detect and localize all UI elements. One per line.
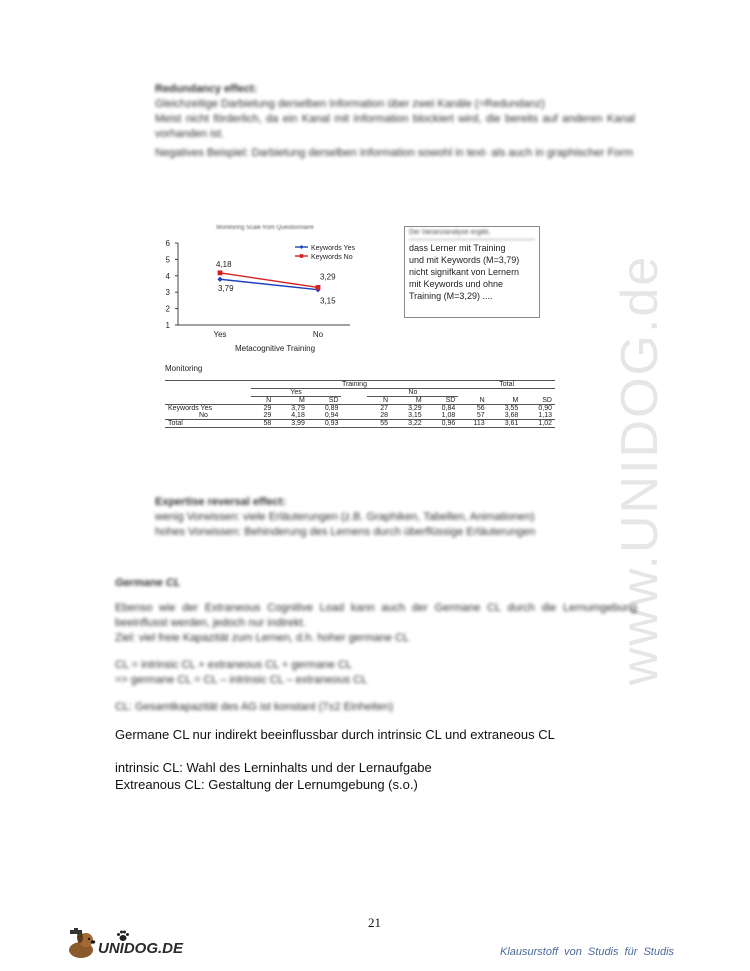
col-n: N — [383, 397, 389, 404]
stats-table-wrap — [165, 380, 555, 428]
header-yes: Yes — [251, 389, 342, 397]
table-cell: 4,18 — [291, 412, 305, 419]
germane-title: Germane CL — [115, 577, 181, 589]
redundancy-line3: Negatives Beispiel: Darbietung derselben Information sowohl in text- als auch in graphischer Form — [155, 147, 634, 159]
expertise-line1: wenig Vorwissen: viele Erläuterungen (z.B. Graphiken, Tabellen, Animationen) — [155, 511, 535, 523]
row-label: No — [199, 412, 208, 419]
table-cell: 1,02 — [538, 420, 552, 427]
table-cell: 3,61 — [504, 420, 519, 427]
table-cell: 0,96 — [441, 420, 456, 427]
chart-legend — [295, 245, 355, 261]
table-cell: 3,55 — [504, 405, 519, 412]
chart-x-axis-label: Metacognitive Training — [234, 344, 316, 353]
col-m: M — [415, 397, 422, 404]
germane-line2: Ziel: viel freie Kapazität zum Lernen, d.h. hoher germane CL — [115, 632, 410, 644]
callout-line0: Die Varianzanalyse ergibt, — [409, 227, 535, 240]
watermark-text: www.UNIDOG.de — [611, 254, 669, 686]
col-n: N — [479, 396, 485, 404]
monitoring-line-chart — [160, 215, 400, 355]
data-point — [218, 270, 223, 275]
x-tick-label: No — [312, 330, 324, 339]
y-tick-label: 4 — [165, 271, 170, 281]
header-no: No — [367, 389, 458, 397]
table-cell: 55 — [380, 420, 389, 427]
table-cell: 28 — [380, 412, 389, 419]
header-total: Total — [458, 381, 555, 389]
table-cell: 56 — [476, 405, 485, 412]
clear-line3: Extreanous CL: Gestaltung der Lernumgebung (s.o.) — [115, 777, 418, 792]
table-cell: 1,08 — [441, 412, 456, 419]
chart-series — [216, 260, 336, 306]
table-cell: 0,90 — [538, 405, 552, 412]
clear-line2: intrinsic CL: Wahl des Lerninhalts und der Lernaufgabe — [115, 760, 432, 775]
table-row — [165, 405, 555, 413]
col-sd: SD — [445, 397, 456, 404]
col-sd: SD — [328, 397, 339, 404]
table-header-row-2 — [165, 389, 555, 397]
col-m: M — [512, 396, 519, 404]
data-point — [217, 277, 222, 282]
y-tick-label: 1 — [165, 321, 170, 330]
legend-marker — [300, 245, 304, 249]
table-row — [165, 412, 555, 420]
row-label: Keywords Yes — [168, 405, 212, 412]
table-row — [165, 420, 555, 428]
callout-line2: und mit Keywords (M=3,79) — [409, 255, 520, 265]
y-tick-label: 2 — [165, 304, 170, 314]
germane-line3: CL = intrinsic CL + extraneous CL + germane CL — [115, 659, 352, 671]
callout-line1: dass Lerner mit Training — [409, 243, 506, 253]
table-cell: 0,84 — [441, 405, 456, 412]
table-cell: 58 — [263, 420, 272, 427]
redundancy-line1: Gleichzeitige Darbietung derselben Information über zwei Kanäle (=Redundanz) — [155, 98, 545, 110]
callout-line5: Training (M=3,29) .... — [409, 291, 493, 301]
table-cell: 29 — [263, 405, 272, 412]
callout-box — [404, 226, 540, 318]
legend-label: Keywords Yes — [311, 245, 355, 252]
data-label: 3,29 — [320, 272, 336, 282]
table-cell: 57 — [476, 412, 485, 419]
data-label: 3,79 — [218, 284, 234, 294]
y-tick-label: 3 — [165, 288, 170, 298]
table-header-row-3 — [165, 397, 555, 405]
stats-table — [165, 380, 555, 428]
table-cell: 3,68 — [504, 412, 519, 419]
table-cell: 3,79 — [291, 405, 305, 412]
col-sd: SD — [542, 396, 552, 404]
table-cell: 3,99 — [291, 420, 305, 427]
redundancy-line2: Meist nicht förderlich, da ein Kanal mit Information blockiert wird, die bereits auf anderen Kanal vorhanden ist. — [155, 113, 635, 140]
table-cell: 3,29 — [408, 405, 422, 412]
redundancy-title: Redundancy effect: — [155, 83, 258, 95]
logo-text: UNIDOG.DE — [98, 940, 184, 957]
expertise-title: Expertise reversal effect: — [155, 496, 286, 508]
germane-section — [115, 576, 637, 715]
footer-tagline: Klausurstoff von Studis für Studis — [500, 946, 675, 958]
germane-line4: => germane CL = CL – intrinsic CL – extraneous CL — [115, 674, 368, 686]
germane-line1: Ebenso wie der Extraneous Cognitive Load kann auch der Germane CL durch die Lernumgebung beeinflusst werden, jedoch nur indirekt. — [115, 602, 637, 629]
redundancy-section — [155, 82, 635, 161]
callout-line3: nicht signifkant von Lernern — [409, 267, 520, 277]
table-cell: 0,93 — [324, 420, 339, 427]
row-label: Total — [168, 420, 183, 427]
y-tick-label: 6 — [165, 239, 170, 248]
dog-icon — [64, 928, 98, 960]
chart-title: Monitoring Scale from Questionnaire — [216, 225, 314, 231]
expertise-section — [155, 495, 635, 540]
table-cell: 3,15 — [408, 412, 422, 419]
data-point — [316, 285, 321, 290]
table-cell: 113 — [473, 420, 485, 427]
table-caption: Monitoring — [165, 364, 203, 373]
y-tick-label: 5 — [165, 255, 170, 265]
header-training: Training — [251, 381, 459, 389]
table-cell: 3,22 — [408, 420, 422, 427]
table-header-row-1 — [165, 381, 555, 389]
legend-marker — [300, 254, 304, 258]
table-cell: 1,13 — [538, 412, 552, 419]
page-number: 21 — [368, 915, 381, 930]
expertise-line2: hohes Vorwissen: Behinderung des Lernens durch überflüssige Erläuterungen — [155, 526, 536, 538]
clear-line1: Germane CL nur indirekt beeinflussbar durch intrinsic CL und extraneous CL — [115, 727, 555, 742]
data-label: 3,15 — [320, 296, 336, 306]
table-cell: 0,94 — [324, 412, 339, 419]
table-cell: 27 — [380, 405, 389, 412]
clear-text-section — [115, 726, 675, 793]
x-tick-label: Yes — [213, 330, 227, 339]
data-label: 4,18 — [216, 259, 232, 269]
col-n: N — [266, 397, 272, 404]
table-cell: 0,89 — [324, 405, 339, 412]
callout-line4: mit Keywords und ohne — [409, 279, 504, 289]
table-cell: 29 — [263, 412, 272, 419]
legend-label: Keywords No — [311, 254, 353, 261]
col-m: M — [299, 397, 305, 404]
germane-line5: CL: Gesamtkapazität des AG ist konstant (7±2 Einheiten) — [115, 701, 394, 713]
chart-ticks — [166, 239, 324, 339]
unidog-logo — [64, 928, 194, 960]
